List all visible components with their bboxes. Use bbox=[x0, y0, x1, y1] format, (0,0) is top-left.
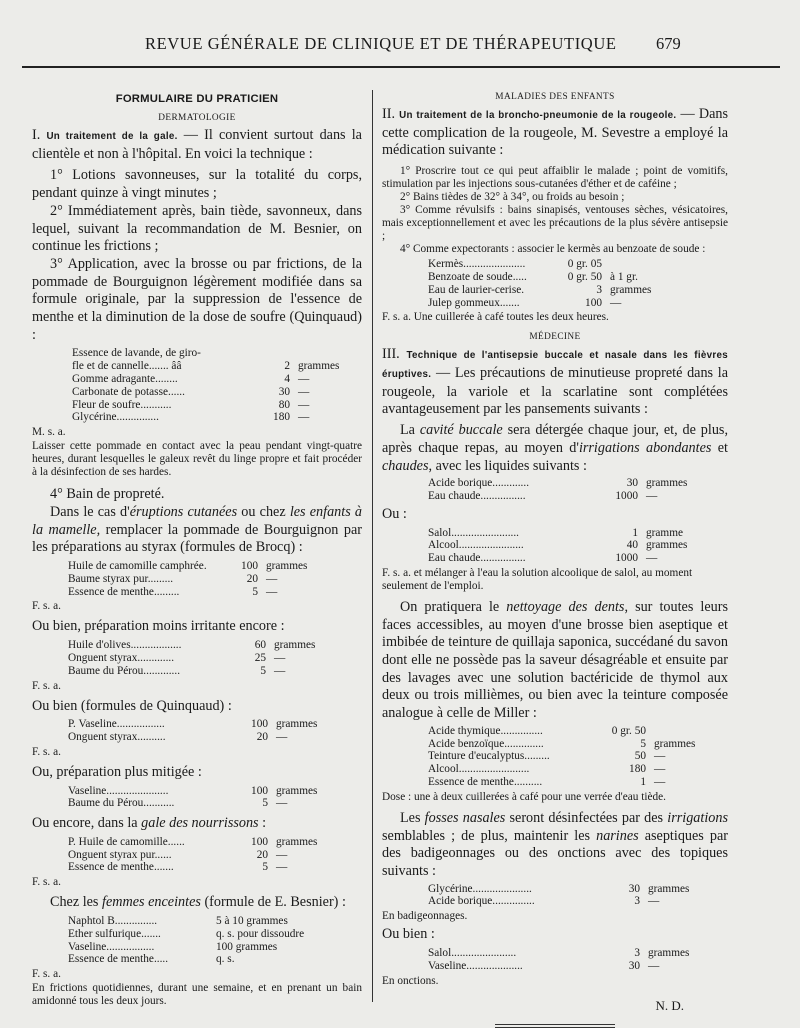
italic-run: irrigations bbox=[667, 809, 728, 826]
unit: — bbox=[276, 848, 288, 861]
ingredient: Eau de laurier-cerise. bbox=[428, 283, 525, 296]
paragraph: 1° Lotions savonneuses, sur la totalité du corps, pendant quinze à vingt minutes ; bbox=[32, 167, 362, 202]
unit: — bbox=[298, 373, 310, 386]
italic-run: cavité buccale bbox=[419, 422, 503, 439]
text-run: aseptiques par des badigeonnages ou des onctions avec des topiques suivants : bbox=[382, 827, 728, 879]
unit: à 1 gr. bbox=[610, 270, 638, 283]
paragraph: 4° Comme expectorants : associer le kermès au benzoate de soude : bbox=[400, 243, 706, 256]
quantity: 100 bbox=[585, 296, 602, 309]
text-run: Les bbox=[400, 809, 425, 826]
ingredient: Glycérine..................... bbox=[428, 882, 532, 895]
unit bbox=[646, 725, 654, 738]
quantity: 50 bbox=[634, 750, 646, 763]
paragraph: F. s. a. bbox=[32, 745, 61, 758]
unit: — bbox=[274, 664, 286, 677]
unit: — bbox=[266, 572, 278, 585]
paragraph: Dose : une à deux cuillerées à café pour une verrée d'eau tiède. bbox=[382, 790, 666, 803]
quantity: 40 bbox=[626, 539, 638, 552]
unit: grammes bbox=[298, 360, 340, 373]
text-run: ou chez bbox=[237, 503, 290, 520]
rubric-heading: MÉDECINE bbox=[529, 332, 581, 343]
page-number: 679 bbox=[656, 34, 681, 53]
text-run: remplacer la pommade de Bourguignon par les préparations au styrax (formules de Brocq) : bbox=[32, 521, 362, 556]
ingredient: Acide borique............... bbox=[428, 895, 535, 908]
text-run: : bbox=[258, 815, 267, 832]
unit: gramme bbox=[646, 526, 684, 539]
quantity: 100 bbox=[241, 560, 258, 573]
recipe-row bbox=[428, 895, 728, 908]
italic-run: nettoyage des dents bbox=[506, 598, 625, 615]
recipe-row bbox=[68, 953, 362, 966]
paragraph: En onctions. bbox=[382, 974, 439, 987]
recipe-row bbox=[428, 947, 728, 960]
quantity: 20 bbox=[246, 572, 258, 585]
section-title: FORMULAIRE DU PRATICIEN bbox=[115, 93, 279, 105]
text-run: , avec les liquides suivants : bbox=[428, 457, 587, 474]
quantity: 180 bbox=[273, 411, 290, 424]
recipe-table bbox=[428, 947, 728, 973]
paragraph: F. s. a. bbox=[32, 876, 61, 889]
recipe-table bbox=[428, 477, 728, 503]
text-run: Dans le cas d' bbox=[50, 503, 130, 520]
unit: 100 grammes bbox=[216, 940, 278, 953]
paragraph: F. s. a. bbox=[32, 968, 61, 981]
paragraph: F. s. a. bbox=[32, 600, 61, 613]
numeral: II. bbox=[382, 106, 400, 122]
unit: — bbox=[654, 763, 666, 776]
text-run: seront désinfectées par des bbox=[505, 809, 668, 826]
ingredient: Salol........................ bbox=[428, 526, 520, 539]
quantity: 0 gr. 50 bbox=[567, 270, 602, 283]
paragraph: Ou, préparation plus mitigée : bbox=[32, 763, 202, 780]
headed-paragraph bbox=[382, 346, 728, 419]
paragraph: En frictions quotidiennes, durant une semaine, et en prenant un bain amidonné tous les deux jours. bbox=[32, 982, 362, 1008]
recipe-row bbox=[428, 776, 728, 789]
unit: — bbox=[266, 585, 278, 598]
unit: q. s. pour dissoudre bbox=[216, 927, 305, 940]
unit: — bbox=[276, 797, 288, 810]
unit: — bbox=[654, 776, 666, 789]
quantity: 3 bbox=[634, 946, 640, 959]
ingredient: Gomme adragante........ bbox=[72, 373, 178, 386]
paragraph bbox=[32, 894, 362, 912]
quantity: 30 bbox=[628, 959, 640, 972]
paragraph: F. s. a. et mélanger à l'eau la solution alcoolique de salol, au moment seulement de l'emploi. bbox=[382, 566, 693, 592]
text-run: sera détergée chaque jour, et, de plus, après chaque repas, au moyen d' bbox=[382, 422, 729, 456]
paragraph-text: — Dans cette complication de la rougeole, M. Sevestre a employé la médication suivante : bbox=[382, 106, 728, 159]
unit: grammes bbox=[610, 283, 652, 296]
unit: — bbox=[610, 296, 622, 309]
quantity: 2 bbox=[284, 360, 290, 373]
paragraph: 2° Immédiatement après, bain tiède, savonneux, dans lequel, suivant la recommandation de M. Besnier, on continue les frictions ; bbox=[32, 202, 362, 255]
quantity: 1000 bbox=[615, 490, 638, 503]
recipe-row bbox=[68, 797, 362, 810]
recipe-row bbox=[428, 297, 728, 310]
recipe-table bbox=[428, 258, 728, 309]
unit: — bbox=[646, 490, 658, 503]
ingredient: Acide borique............. bbox=[428, 477, 530, 490]
numeral: III. bbox=[382, 346, 407, 363]
recipe-row bbox=[428, 539, 728, 552]
quantity: 4 bbox=[284, 373, 290, 386]
recipe-row bbox=[68, 560, 362, 573]
ingredient: Acide thymique............... bbox=[428, 724, 543, 737]
italic-run: femmes enceintes bbox=[102, 894, 201, 911]
unit: — bbox=[298, 411, 310, 424]
paragraph: 4° Bain de propreté. bbox=[50, 486, 165, 503]
paragraph: 3° Application, avec la brosse ou par frictions, de la pommade de Bourguignon légèrement modifiée dans sa formule originale, par la suppression de l'essence de menthe et la diminution de la dose de soufre (Quinquaud) : bbox=[32, 255, 362, 343]
text-run: La bbox=[400, 422, 420, 439]
ingredient: P. Vaseline................. bbox=[68, 718, 165, 731]
text-run: Chez les bbox=[50, 894, 103, 911]
ingredient: Kermès...................... bbox=[428, 258, 526, 271]
unit: grammes bbox=[276, 784, 318, 797]
quantity: 1 bbox=[632, 526, 638, 539]
quantity: 30 bbox=[628, 882, 640, 895]
ingredient: Baume styrax pur......... bbox=[68, 572, 174, 585]
paragraph: Ou : bbox=[382, 505, 407, 522]
paragraph: 2° Bains tièdes de 32° à 34°, ou froids au besoin ; bbox=[400, 191, 625, 204]
text-run: semblables ; de plus, maintenir les bbox=[382, 827, 597, 844]
paragraph: 1° Proscrire tout ce qui peut affaiblir le malade ; point de vomitifs, stimulation par les injections sous-cutanées d'éther et de caféine ; bbox=[382, 165, 728, 191]
quantity: 3 bbox=[634, 895, 640, 908]
quantity: 5 bbox=[262, 861, 268, 874]
quantity: 80 bbox=[278, 398, 290, 411]
paragraph bbox=[382, 599, 728, 723]
paragraph-text: — Les précautions de minutieuse propreté dans la rougeole, la variole et la scarlatine sont complétées avantageusement par les pansements suivants : bbox=[382, 365, 728, 418]
text-run: On pratiquera le bbox=[400, 598, 507, 615]
quantity: 1 bbox=[640, 776, 646, 789]
running-header bbox=[0, 34, 800, 58]
paragraph bbox=[32, 504, 362, 557]
italic-run: les enfants à la mamelle, bbox=[32, 503, 362, 538]
recipe-row bbox=[68, 652, 362, 665]
recipe-row bbox=[428, 477, 728, 490]
ingredient: Acide benzoïque.............. bbox=[428, 737, 544, 750]
quantity: 0 gr. 05 bbox=[567, 258, 602, 271]
unit bbox=[290, 347, 298, 360]
recipe-row bbox=[68, 718, 362, 731]
text-run: et bbox=[711, 439, 729, 456]
recipe-row bbox=[68, 785, 362, 798]
text-run: , sur toutes leurs faces accessibles, au moyen d'une brosse bien aseptique et imbibée de teinture de quillaja saponica, succédané du savon dont elle ne possède pas la saveur désagréable et ensuite par des lavages avec une solution bactéricide de thymol aux deux ou trois millièmes, ou bien avec la teinture composée analogue à celle de Miller : bbox=[382, 598, 729, 722]
headed-paragraph bbox=[382, 106, 728, 160]
recipe-row bbox=[68, 639, 362, 652]
paragraph: F. s. a. bbox=[32, 679, 61, 692]
quantity: 5 bbox=[640, 737, 646, 750]
ingredient: Ether sulfurique....... bbox=[68, 927, 161, 940]
italic-run: éruptions cutanées bbox=[129, 503, 238, 520]
paragraph: En badigeonnages. bbox=[382, 910, 468, 923]
ingredient: Vaseline.................... bbox=[428, 959, 523, 972]
left-column bbox=[32, 92, 362, 1008]
unit: — bbox=[654, 750, 666, 763]
italic-run: gale des nourrissons bbox=[141, 815, 259, 832]
unit: — bbox=[298, 385, 310, 398]
recipe-row bbox=[428, 763, 728, 776]
quantity: 100 bbox=[251, 835, 268, 848]
ingredient: Teinture d'eucalyptus......... bbox=[428, 750, 550, 763]
quantity: 180 bbox=[629, 763, 646, 776]
run-in-heading: Un traitement de la gale. bbox=[46, 131, 178, 142]
ingredient: Huile d'olives.................. bbox=[68, 639, 182, 652]
quantity: 30 bbox=[626, 477, 638, 490]
unit: grammes bbox=[646, 477, 688, 490]
ingredient: Benzoate de soude..... bbox=[428, 270, 527, 283]
unit: grammes bbox=[276, 835, 318, 848]
rubric-heading: DERMATOLOGIE bbox=[158, 113, 236, 123]
recipe-row bbox=[68, 731, 362, 744]
recipe-row bbox=[68, 573, 362, 586]
paragraph: 3° Comme révulsifs : bains sinapisés, ventouses sèches, vésicatoires, mais exceptionnellement et avec les précautions de la plus sévère antisepsie ; bbox=[382, 204, 728, 243]
ingredient: Julep gommeux....... bbox=[428, 296, 520, 309]
quantity: 0 gr. 50 bbox=[611, 724, 646, 737]
paragraph bbox=[382, 810, 728, 881]
quantity: 3 bbox=[596, 283, 602, 296]
paragraph: Ou bien (formules de Quinquaud) : bbox=[32, 697, 232, 714]
journal-title: REVUE GÉNÉRALE DE CLINIQUE ET DE THÉRAPEUTIQUE bbox=[145, 34, 617, 53]
recipe-row bbox=[68, 928, 362, 941]
unit bbox=[602, 258, 610, 271]
ingredient: Naphtol B............... bbox=[68, 914, 158, 927]
unit: — bbox=[648, 959, 660, 972]
ingredient: P. Huile de camomille...... bbox=[68, 835, 185, 848]
unit: grammes bbox=[276, 718, 318, 731]
numeral: I. bbox=[32, 127, 47, 143]
recipe-row bbox=[428, 750, 728, 763]
ingredient: Alcool......................... bbox=[428, 763, 530, 776]
text-run: Ou encore, dans la bbox=[32, 815, 142, 832]
recipe-row bbox=[68, 849, 362, 862]
quantity: 1000 bbox=[615, 552, 638, 565]
ingredient: Baume du Pérou........... bbox=[68, 797, 175, 810]
signature: N. D. bbox=[655, 997, 684, 1013]
italic-run: irrigations abondantes bbox=[578, 439, 712, 456]
recipe-table bbox=[68, 639, 362, 677]
recipe-table bbox=[428, 883, 728, 909]
recipe-row bbox=[428, 527, 728, 540]
run-in-heading: Technique de l'antisepsie buccale et nasale dans les fièvres éruptives. bbox=[382, 350, 728, 380]
recipe-row bbox=[72, 373, 362, 386]
unit: — bbox=[276, 731, 288, 744]
recipe-table bbox=[68, 785, 362, 811]
quantity: 100 bbox=[251, 784, 268, 797]
italic-run: fosses nasales bbox=[424, 809, 506, 826]
column-divider bbox=[372, 90, 373, 1002]
quantity: 5 bbox=[260, 664, 266, 677]
recipe-row bbox=[72, 386, 362, 399]
ingredient: Onguent styrax pur...... bbox=[68, 848, 172, 861]
ingredient: Eau chaude................ bbox=[428, 490, 526, 503]
recipe-row bbox=[428, 883, 728, 896]
paragraph-text: — Il convient surtout dans la clientèle et non à l'hôpital. En voici la technique : bbox=[32, 127, 362, 162]
recipe-row bbox=[428, 284, 728, 297]
recipe-table bbox=[68, 915, 362, 966]
recipe-row bbox=[428, 738, 728, 751]
recipe-row bbox=[428, 552, 728, 565]
paragraph: Ou bien : bbox=[382, 926, 435, 943]
quantity: 20 bbox=[256, 731, 268, 744]
quantity: 25 bbox=[254, 651, 266, 664]
unit: grammes bbox=[274, 639, 316, 652]
unit: — bbox=[646, 552, 658, 565]
quantity bbox=[254, 347, 290, 360]
recipe-row bbox=[428, 258, 728, 271]
recipe-row bbox=[428, 960, 728, 973]
recipe-row bbox=[68, 861, 362, 874]
unit: — bbox=[648, 895, 660, 908]
quantity: 60 bbox=[254, 639, 266, 652]
recipe-row bbox=[72, 360, 362, 373]
ingredient: Eau chaude................ bbox=[428, 552, 526, 565]
unit: grammes bbox=[646, 539, 688, 552]
paragraph bbox=[382, 422, 728, 475]
unit: q. s. bbox=[216, 953, 235, 966]
run-in-heading: Un traitement de la broncho-pneumonie de la rougeole. bbox=[399, 110, 677, 121]
ingredient: Fleur de soufre........... bbox=[72, 398, 172, 411]
recipe-table bbox=[68, 560, 362, 598]
recipe-row bbox=[72, 399, 362, 412]
ingredient: Onguent styrax.......... bbox=[68, 731, 166, 744]
recipe-table bbox=[428, 725, 728, 789]
unit: grammes bbox=[266, 560, 308, 573]
rubric-heading: MALADIES DES ENFANTS bbox=[495, 92, 615, 102]
quantity: 5 bbox=[262, 797, 268, 810]
recipe-row bbox=[428, 271, 728, 284]
ingredient: Essence de menthe..... bbox=[68, 953, 169, 966]
quantity: 20 bbox=[256, 848, 268, 861]
unit: — bbox=[276, 861, 288, 874]
recipe-row bbox=[72, 411, 362, 424]
headed-paragraph bbox=[32, 127, 362, 163]
text-run: (formule de E. Besnier) : bbox=[200, 894, 346, 911]
ingredient: Essence de menthe......... bbox=[68, 585, 180, 598]
recipe-row bbox=[428, 490, 728, 503]
recipe-row bbox=[68, 836, 362, 849]
ingredient: fle et de cannelle....... ââ bbox=[72, 360, 182, 373]
ingredient: Salol....................... bbox=[428, 946, 517, 959]
recipe-table bbox=[68, 836, 362, 874]
recipe-row bbox=[68, 586, 362, 599]
ingredient: Glycérine............... bbox=[72, 411, 159, 424]
recipe-row bbox=[68, 941, 362, 954]
paragraph bbox=[32, 815, 362, 833]
ingredient: Vaseline................. bbox=[68, 940, 155, 953]
unit: 5 à 10 grammes bbox=[216, 914, 288, 927]
recipe-row bbox=[68, 665, 362, 678]
recipe-table bbox=[68, 718, 362, 744]
paragraph: Laisser cette pommade en contact avec la peau pendant vingt-quatre heures, durant lesquelles le galeux revêt du linge propre et fait procéder à la désinfection de ses hardes. bbox=[32, 440, 362, 479]
recipe-row bbox=[428, 725, 728, 738]
italic-run: narines bbox=[596, 827, 639, 844]
recipe-table bbox=[428, 527, 728, 565]
paragraph: F. s. a. Une cuillerée à café toutes les deux heures. bbox=[382, 311, 609, 324]
ingredient: Vaseline...................... bbox=[68, 784, 169, 797]
paragraph: Ou bien, préparation moins irritante encore : bbox=[32, 618, 285, 635]
unit: grammes bbox=[654, 737, 696, 750]
recipe-row bbox=[72, 347, 362, 360]
recipe-table bbox=[72, 347, 362, 424]
unit: — bbox=[298, 398, 310, 411]
quantity: 5 bbox=[252, 585, 258, 598]
quantity: 100 bbox=[251, 718, 268, 731]
recipe-row bbox=[68, 915, 362, 928]
ingredient: Alcool....................... bbox=[428, 539, 524, 552]
ingredient: Baume du Pérou............. bbox=[68, 664, 181, 677]
header-rule bbox=[22, 66, 780, 68]
ingredient: Onguent styrax............. bbox=[68, 651, 175, 664]
paragraph: M. s. a. bbox=[32, 426, 66, 439]
unit: — bbox=[274, 651, 286, 664]
ingredient: Essence de lavande, de giro- bbox=[72, 347, 201, 360]
ingredient: Essence de menthe....... bbox=[68, 861, 174, 874]
ingredient: Huile de camomille camphrée. bbox=[68, 560, 207, 573]
right-column bbox=[382, 92, 728, 1028]
ingredient: Essence de menthe.......... bbox=[428, 776, 543, 789]
unit: grammes bbox=[648, 946, 690, 959]
unit: grammes bbox=[648, 882, 690, 895]
quantity: 30 bbox=[278, 385, 290, 398]
ingredient: Carbonate de potasse...... bbox=[72, 385, 185, 398]
italic-run: chaudes bbox=[382, 457, 429, 474]
